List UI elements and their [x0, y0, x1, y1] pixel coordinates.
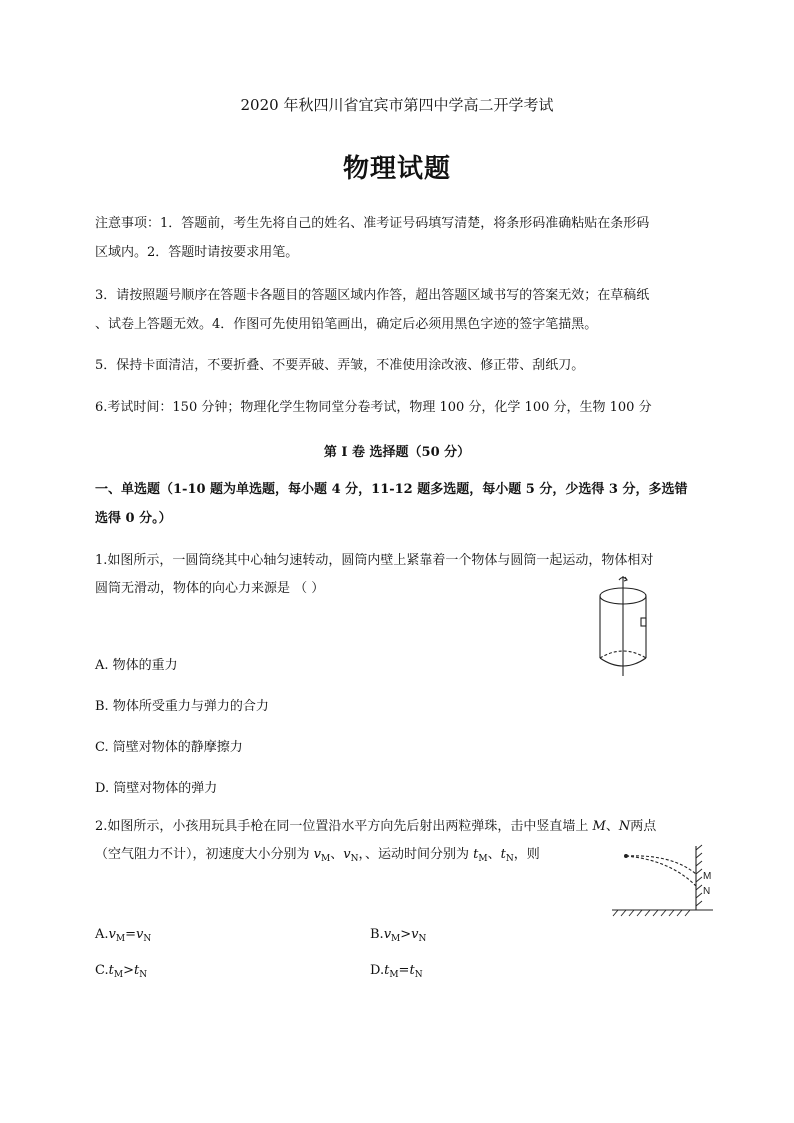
q2-sub-m: M [389, 970, 399, 980]
q2-var-v: v [411, 927, 419, 942]
notes-line-5: 5．保持卡面清洁，不要折叠、不要弄破、弄皱，不准使用涂改液、修正带、刮纸刀。 [95, 358, 585, 373]
q2-option-d [370, 962, 423, 980]
q2-option-c [95, 962, 147, 980]
q2-sub-n: N [414, 970, 423, 980]
q2-var-t: t [133, 963, 140, 978]
q2-sub-m: M [115, 934, 126, 944]
q1-stem-line-1: 1.如图所示，一圆筒绕其中心轴匀速转动，圆筒内壁上紧靠着一个物体与圆筒一起运动，物体相对 [95, 553, 654, 568]
q2-point-m: M [592, 819, 606, 834]
q2-sub-m: M [321, 854, 331, 864]
q2-var-v: v [313, 847, 321, 862]
notes-line-1: 注意事项：1．答题前，考生先将自己的姓名、准考证号码填写清楚，将条形码准确粘贴在条形码 [95, 216, 650, 231]
q2-sub-n: N [143, 934, 152, 944]
q2-var-t: t [384, 963, 390, 978]
q2-stem-text-1: 2.如图所示，小孩用玩具手枪在同一位置沿水平方向先后射出两粒弹珠，击中竖直墙上 [95, 819, 593, 834]
exam-subtitle: 2020 年秋四川省宜宾市第四中学高二开学考试 [240, 96, 554, 114]
q2-option-b-prefix: B. [370, 927, 384, 942]
q2-sub-n: N [418, 934, 427, 944]
q2-fig-label-m: M [703, 871, 712, 882]
q2-stem-line-2 [95, 846, 540, 864]
q1-option-a: A. 物体的重力 [95, 658, 178, 673]
q2-comma: 、 [487, 847, 501, 862]
q2-stem-text-4: ，、运动时间分别为 [358, 847, 474, 862]
q2-comma: 、 [330, 847, 344, 862]
q2-point-n: N [618, 819, 631, 834]
notes-line-2: 区域内。2．答题时请按要求用笔。 [95, 245, 299, 260]
q2-var-t: t [409, 963, 415, 978]
q2-option-c-relation: > [123, 963, 134, 978]
section-instructions-line-2: 选得 0 分。） [95, 511, 172, 526]
q2-stem-text-3: （空气阻力不计），初速度大小分别为 [95, 847, 314, 862]
q2-var-v: v [108, 927, 116, 942]
q2-fig-label-n: N [703, 886, 711, 897]
notes-line-6: 6.考试时间：150 分钟；物理化学生物同堂分卷考试，物理 100 分，化学 100 分，生物 100 分 [95, 400, 652, 415]
q2-var-v: v [343, 847, 351, 862]
q2-option-b-relation: > [400, 927, 412, 942]
q2-option-a-prefix: A. [95, 927, 109, 942]
notes-line-3: 3．请按照题号顺序在答题卡各题目的答题区域内作答，超出答题区域书写的答案无效；在草稿纸 [95, 288, 650, 303]
q2-sub-m: M [391, 934, 401, 944]
section-instructions-line-1: 一、单选题（1-10 题为单选题，每小题 4 分，11-12 题多选题，每小题 5 分，少选得 3 分，多选错 [95, 482, 688, 497]
q2-option-d-relation: = [398, 963, 410, 978]
q2-option-b [370, 926, 426, 944]
q2-var-t: t [500, 847, 506, 862]
q2-sub-m: M [113, 970, 124, 980]
q2-var-t: t [108, 963, 114, 978]
q2-sub-n: N [505, 854, 514, 864]
q1-cylinder-figure [592, 574, 652, 678]
q2-sub-n: N [139, 970, 148, 980]
q2-var-v: v [136, 927, 144, 942]
q2-option-a [95, 926, 151, 944]
q1-option-b: B. 物体所受重力与弹力的合力 [95, 699, 269, 714]
q2-separator: 、 [605, 819, 619, 834]
q2-stem-line-1 [95, 818, 656, 836]
q2-option-c-prefix: C. [95, 963, 109, 978]
q2-option-a-relation: = [125, 927, 137, 942]
q2-projectile-figure [610, 842, 720, 918]
q2-stem-text-5: ，则 [513, 847, 540, 862]
q1-stem-line-2: 圆筒无滑动，物体的向心力来源是 （ ） [95, 581, 325, 596]
q1-option-d: D. 筒壁对物体的弹力 [95, 781, 218, 796]
section-heading: 第 I 卷 选择题（50 分） [323, 445, 471, 460]
q2-sub-n: N [350, 854, 359, 864]
q1-option-c: C. 筒壁对物体的静摩擦力 [95, 740, 243, 755]
page-title: 物理试题 [342, 154, 451, 184]
q2-var-t: t [473, 847, 479, 862]
q2-var-v: v [383, 927, 392, 942]
q2-stem-text-2: 两点 [630, 819, 657, 834]
q2-sub-m: M [478, 854, 488, 864]
q2-option-d-prefix: D. [370, 963, 385, 978]
notes-line-4: 、试卷上答题无效。4．作图可先使用铅笔画出，确定后必须用黑色字迹的签字笔描黑。 [95, 317, 598, 332]
